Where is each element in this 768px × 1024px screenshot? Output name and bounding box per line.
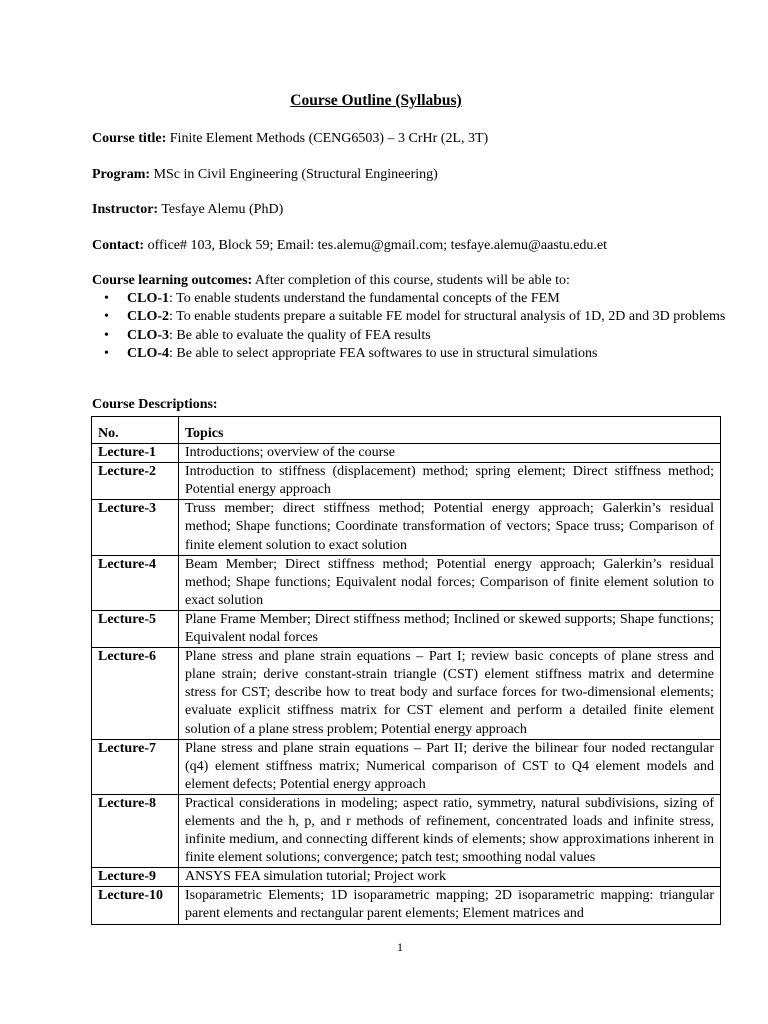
clo-code: CLO-3 <box>127 327 169 343</box>
lecture-topics: Practical considerations in modeling; aspect ratio, symmetry, natural subdivisions, sizing of elements and the h, p, and r methods of refinement, concentrated loads and infinite stress, infinite medium, and connecting different kinds of elements; show approximations inherent in finite element solutions; convergence; patch test; smoothing nodal values <box>179 794 721 867</box>
lecture-number: Lecture-5 <box>92 610 179 647</box>
table-row <box>92 463 721 500</box>
table-row <box>92 887 721 924</box>
lecture-number: Lecture-2 <box>92 463 179 500</box>
lecture-number: Lecture-6 <box>92 648 179 739</box>
program-line <box>92 166 438 184</box>
program-value: MSc in Civil Engineering (Structural Engineering) <box>150 167 438 182</box>
lecture-topics: Truss member; direct stiffness method; Potential energy approach; Galerkin’s residual method; Shape functions; Coordinate transformation of vectors; Space truss; Comparison of finite element solution to exact solution <box>179 500 721 555</box>
table-row <box>92 610 721 647</box>
course-title-label: Course title: <box>92 131 167 146</box>
contact-label: Contact: <box>92 238 145 253</box>
list-item <box>92 345 732 363</box>
header-no: No. <box>92 417 179 444</box>
bullet-icon: • <box>104 291 109 306</box>
outcomes-heading <box>92 272 570 290</box>
lecture-topics: Introductions; overview of the course <box>179 444 721 463</box>
lecture-number: Lecture-8 <box>92 794 179 867</box>
table-row <box>92 739 721 794</box>
lecture-topics: Plane stress and plane strain equations – Part I; review basic concepts of plane stress and plane strain; derive constant-strain triangle (CST) element stiffness matrix and determine stress for CST; describe how to treat body and surface forces for two-dimensional elements; evaluate explicit stiffness matrix for CST element and perform a detailed finite element solution of a plane stress problem; Potential energy approach <box>179 648 721 739</box>
list-item <box>92 290 732 308</box>
table-row <box>92 648 721 739</box>
descriptions-heading: Course Descriptions: <box>92 397 218 412</box>
lecture-topics: Introduction to stiffness (displacement) method; spring element; Direct stiffness method; Potential energy approach <box>179 463 721 500</box>
lecture-topics: ANSYS FEA simulation tutorial; Project work <box>179 868 721 887</box>
course-title-line <box>92 130 488 148</box>
lecture-number: Lecture-4 <box>92 555 179 610</box>
bullet-icon: • <box>104 346 109 362</box>
course-title-value: Finite Element Methods (CENG6503) – 3 CrHr (2L, 3T) <box>166 131 489 146</box>
contact-value: office# 103, Block 59; Email: tes.alemu@gmail.com; tesfaye.alemu@aastu.edu.et <box>144 238 608 253</box>
bullet-icon: • <box>104 309 109 325</box>
table-row <box>92 868 721 887</box>
outcomes-list <box>92 290 732 364</box>
clo-text: : To enable students understand the fundamental concepts of the FEM <box>169 291 560 306</box>
program-label: Program: <box>92 167 151 182</box>
page-number: 1 <box>397 940 403 954</box>
header-topics: Topics <box>179 417 721 444</box>
bullet-icon: • <box>104 327 109 343</box>
outcomes-intro: After completion of this course, students will be able to: <box>252 273 570 288</box>
table-header-row <box>92 417 721 444</box>
list-item <box>92 308 732 326</box>
table-row <box>92 794 721 867</box>
lecture-number: Lecture-3 <box>92 500 179 555</box>
list-item <box>92 327 732 345</box>
lecture-number: Lecture-7 <box>92 739 179 794</box>
instructor-value: Tesfaye Alemu (PhD) <box>158 202 284 217</box>
course-description-table <box>91 416 721 925</box>
outcomes-label: Course learning outcomes: <box>92 273 253 288</box>
lecture-number: Lecture-10 <box>92 887 179 924</box>
clo-code: CLO-4 <box>127 346 169 362</box>
lecture-number: Lecture-9 <box>92 868 179 887</box>
lecture-topics: Plane Frame Member; Direct stiffness method; Inclined or skewed supports; Shape functions; Equivalent nodal forces <box>179 610 721 647</box>
instructor-label: Instructor: <box>92 202 159 217</box>
clo-text: : To enable students prepare a suitable FE model for structural analysis of 1D, 2D and 3D problems <box>169 309 726 325</box>
lecture-number: Lecture-1 <box>92 444 179 463</box>
clo-text: : Be able to select appropriate FEA softwares to use in structural simulations <box>169 346 598 362</box>
table-row <box>92 500 721 555</box>
clo-text: : Be able to evaluate the quality of FEA results <box>169 327 431 343</box>
clo-code: CLO-2 <box>127 309 169 325</box>
instructor-line <box>92 201 283 219</box>
table-row <box>92 444 721 463</box>
table-row <box>92 555 721 610</box>
lecture-topics: Isoparametric Elements; 1D isoparametric mapping; 2D isoparametric mapping: triangular parent elements and rectangular parent elements; Element matrices and <box>179 887 721 924</box>
page-title: Course Outline (Syllabus) <box>290 92 462 109</box>
lecture-topics: Beam Member; Direct stiffness method; Potential energy approach; Galerkin’s residual method; Shape functions; Equivalent nodal forces; Comparison of finite element solution to exact solution <box>179 555 721 610</box>
contact-line <box>92 237 607 255</box>
clo-code: CLO-1 <box>127 291 169 306</box>
lecture-topics: Plane stress and plane strain equations – Part II; derive the bilinear four noded rectangular (q4) element stiffness matrix; Numerical comparison of CST to Q4 element models and element defects; Potential energy approach <box>179 739 721 794</box>
